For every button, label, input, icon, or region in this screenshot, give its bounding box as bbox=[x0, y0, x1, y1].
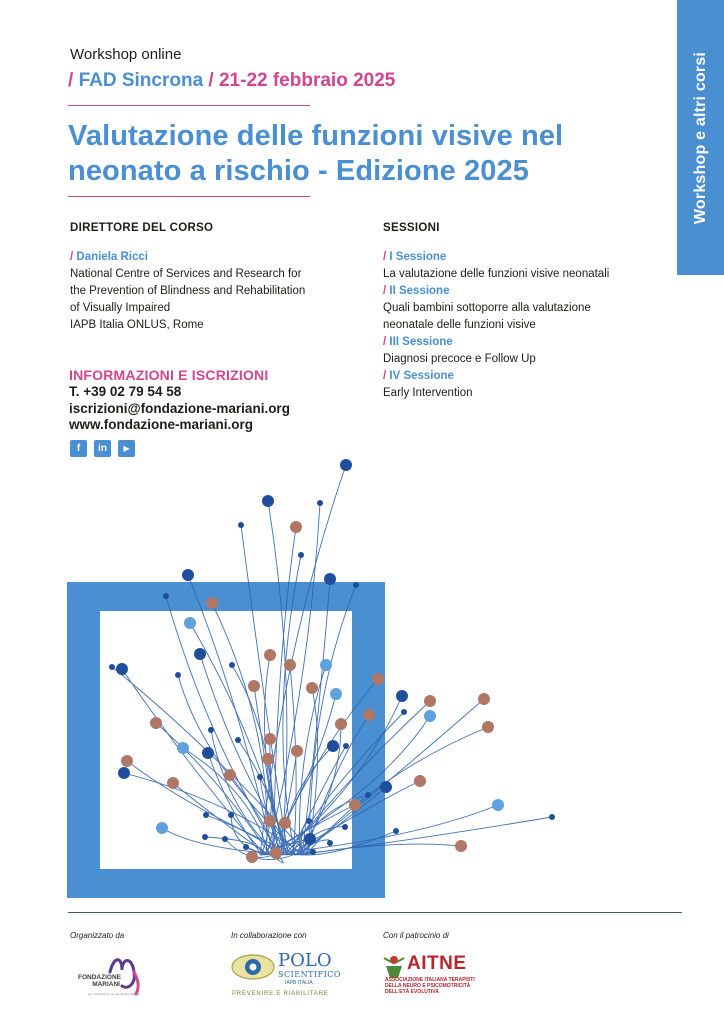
dot bbox=[262, 753, 274, 765]
dot bbox=[270, 847, 282, 859]
info-phone[interactable]: T. +39 02 79 54 58 bbox=[69, 384, 182, 399]
subline-slash: / bbox=[68, 70, 79, 91]
dot bbox=[320, 659, 332, 671]
director-line: the Prevention of Blindness and Rehabilitation bbox=[70, 285, 306, 297]
eye-icon bbox=[230, 952, 276, 982]
info-email-link[interactable]: iscrizioni@fondazione-mariani.org bbox=[69, 401, 290, 416]
dot bbox=[248, 680, 260, 692]
aitne-line: DELL'ETÀ EVOLUTIVA bbox=[385, 989, 439, 995]
session-title: I Sessione bbox=[389, 251, 447, 263]
dot bbox=[194, 648, 206, 660]
director-line: IAPB Italia ONLUS, Rome bbox=[70, 319, 204, 331]
dot bbox=[324, 573, 336, 585]
subline-format: FAD Sincrona bbox=[78, 70, 204, 91]
dot bbox=[327, 740, 339, 752]
director-name-slash: / bbox=[70, 251, 77, 263]
dot bbox=[224, 769, 236, 781]
title-line-2: neonato a rischio - Edizione 2025 bbox=[68, 155, 529, 187]
dot bbox=[206, 597, 218, 609]
session-4-desc: Early Intervention bbox=[383, 387, 473, 399]
dot bbox=[478, 693, 490, 705]
dot bbox=[340, 459, 352, 471]
dot bbox=[246, 851, 258, 863]
subline-date: 21-22 febbraio 2025 bbox=[218, 70, 396, 91]
header-rule-top bbox=[68, 105, 310, 106]
dot bbox=[353, 582, 359, 588]
dot bbox=[279, 817, 291, 829]
illustration-graphic bbox=[0, 455, 724, 905]
dot bbox=[202, 747, 214, 759]
polo-word: POLO bbox=[278, 950, 332, 971]
dot bbox=[393, 828, 399, 834]
event-kicker: Workshop online bbox=[70, 46, 182, 63]
mariani-name-1: FONDAZIONE bbox=[78, 974, 121, 981]
subline-separator: / bbox=[203, 70, 219, 91]
session-2-desc: neonatale delle funzioni visive bbox=[383, 319, 536, 331]
aitne-word: AITNE bbox=[407, 953, 467, 974]
dot bbox=[290, 521, 302, 533]
dot bbox=[342, 824, 348, 830]
dot bbox=[327, 840, 333, 846]
dot bbox=[455, 840, 467, 852]
dot bbox=[349, 799, 361, 811]
session-title: III Sessione bbox=[389, 336, 453, 348]
session-title: IV Sessione bbox=[389, 370, 454, 382]
dot bbox=[365, 792, 371, 798]
dot bbox=[150, 717, 162, 729]
dot bbox=[264, 815, 276, 827]
dot bbox=[156, 822, 168, 834]
dot bbox=[549, 814, 555, 820]
dot bbox=[262, 495, 274, 507]
session-3-label bbox=[383, 334, 673, 351]
dot bbox=[177, 742, 189, 754]
dot bbox=[175, 672, 181, 678]
dot bbox=[335, 718, 347, 730]
organized-by-label: Organizzato da bbox=[70, 931, 125, 940]
dot bbox=[257, 774, 263, 780]
director-name-text: Daniela Ricci bbox=[76, 251, 148, 263]
dot bbox=[203, 812, 209, 818]
mariani-name-2: MARIANI bbox=[92, 981, 120, 988]
youtube-icon[interactable]: ▶ bbox=[118, 440, 135, 457]
session-2-label bbox=[383, 283, 673, 300]
facebook-icon[interactable]: f bbox=[70, 440, 87, 457]
dot bbox=[482, 721, 494, 733]
frame-inner bbox=[100, 611, 352, 869]
polo-sub-2: IAPB ITALIA bbox=[285, 980, 313, 986]
dot bbox=[228, 812, 234, 818]
dot bbox=[396, 690, 408, 702]
dot bbox=[118, 767, 130, 779]
dot bbox=[304, 833, 316, 845]
session-title: II Sessione bbox=[389, 285, 450, 297]
dot bbox=[330, 688, 342, 700]
aitne-fullname bbox=[385, 977, 475, 995]
dot bbox=[222, 836, 228, 842]
sessions-heading: SESSIONI bbox=[383, 222, 440, 234]
polo-logo[interactable] bbox=[230, 950, 340, 1000]
dot bbox=[401, 709, 407, 715]
dot bbox=[380, 781, 392, 793]
category-tab[interactable] bbox=[677, 0, 724, 275]
session-slash: / bbox=[383, 285, 390, 297]
event-subline bbox=[68, 70, 395, 92]
dot bbox=[372, 673, 384, 685]
dot bbox=[182, 569, 194, 581]
aitne-line: DELLA NEURO E PSICOMOTRICITÀ bbox=[385, 983, 471, 989]
dot bbox=[121, 755, 133, 767]
session-2-desc: Quali bambini sottoporre alla valutazione bbox=[383, 302, 591, 314]
polo-sub-1: SCIENTIFICO bbox=[278, 970, 341, 979]
dot bbox=[363, 709, 375, 721]
dot bbox=[243, 844, 249, 850]
page-title bbox=[68, 119, 648, 189]
session-slash: / bbox=[383, 251, 390, 263]
dot bbox=[414, 775, 426, 787]
mariani-tagline: per i bambini con la neurologia infantile bbox=[88, 992, 141, 996]
dot bbox=[167, 777, 179, 789]
director-name bbox=[70, 249, 148, 266]
linkedin-icon[interactable]: in bbox=[94, 440, 111, 457]
polo-tagline: PREVENIRE E RIABILITARE bbox=[232, 991, 329, 997]
session-3-desc: Diagnosi precoce e Follow Up bbox=[383, 353, 536, 365]
director-heading: DIRETTORE DEL CORSO bbox=[70, 222, 214, 234]
dot bbox=[163, 593, 169, 599]
dot bbox=[229, 662, 235, 668]
dot bbox=[306, 682, 318, 694]
dot bbox=[317, 500, 323, 506]
session-1-label bbox=[383, 249, 673, 266]
header-rule-bottom bbox=[68, 196, 310, 197]
session-slash: / bbox=[383, 370, 390, 382]
session-slash: / bbox=[383, 336, 390, 348]
dot bbox=[264, 649, 276, 661]
dot bbox=[208, 727, 214, 733]
mariani-logo[interactable] bbox=[70, 950, 180, 1000]
dot bbox=[343, 743, 349, 749]
dot bbox=[235, 737, 241, 743]
director-line: National Centre of Services and Research for bbox=[70, 268, 302, 280]
dot bbox=[264, 733, 276, 745]
patronage-label: Con il patrocinio di bbox=[383, 931, 449, 940]
dot bbox=[109, 664, 115, 670]
dot bbox=[424, 695, 436, 707]
dot bbox=[284, 659, 296, 671]
dot bbox=[298, 552, 304, 558]
collaboration-label: In collaborazione con bbox=[231, 931, 307, 940]
info-heading: INFORMAZIONI E ISCRIZIONI bbox=[69, 367, 269, 383]
dot bbox=[184, 617, 196, 629]
dot bbox=[306, 818, 312, 824]
dot bbox=[492, 799, 504, 811]
dot bbox=[291, 745, 303, 757]
title-line-1: Valutazione delle funzioni visive nel bbox=[68, 120, 564, 152]
info-website-link[interactable]: www.fondazione-mariani.org bbox=[69, 417, 254, 432]
session-4-label bbox=[383, 368, 673, 385]
director-affiliation bbox=[70, 266, 370, 334]
category-tab-label: Workshop e altri corsi bbox=[691, 51, 709, 224]
sessions-list bbox=[383, 249, 673, 402]
dot bbox=[310, 849, 316, 855]
dot bbox=[116, 663, 128, 675]
dot bbox=[424, 710, 436, 722]
aitne-logo[interactable] bbox=[383, 952, 513, 1002]
aitne-line: ASSOCIAZIONE ITALIANA TERAPISTI bbox=[385, 977, 475, 983]
dot bbox=[202, 834, 208, 840]
session-1-desc: La valutazione delle funzioni visive neonatali bbox=[383, 268, 610, 280]
director-line: of Visually Impaired bbox=[70, 302, 171, 314]
dot bbox=[238, 522, 244, 528]
footer-rule bbox=[68, 912, 682, 913]
